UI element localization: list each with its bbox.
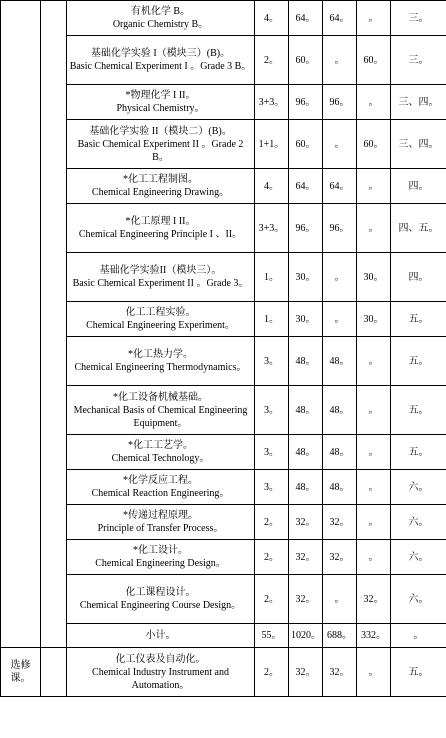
total-hours-cell: 96。	[289, 204, 323, 253]
lecture-hours-cell: 。	[323, 36, 357, 85]
course-name-en: Basic Chemical Experiment II 。Grade 2 B。	[77, 138, 244, 163]
credits-cell: 1。	[255, 302, 289, 337]
category-cell-required	[1, 1, 41, 648]
course-name-cell	[67, 470, 255, 505]
credits-cell: 3+3。	[255, 85, 289, 120]
experiment-hours-cell: 。	[357, 505, 391, 540]
table-row	[1, 470, 446, 505]
course-name-en: Chemical Engineering Drawing。	[91, 187, 230, 198]
table-row	[1, 36, 446, 85]
semester-cell: 三、四。	[391, 85, 446, 120]
course-name-cell	[67, 302, 255, 337]
table-row	[1, 435, 446, 470]
credits-cell: 3。	[255, 386, 289, 435]
table-row	[1, 575, 446, 624]
credits-cell: 3。	[255, 435, 289, 470]
experiment-hours-cell: 。	[357, 470, 391, 505]
lecture-hours-cell: 48。	[323, 470, 357, 505]
experiment-hours-cell: 32。	[357, 575, 391, 624]
credits-cell: 1+1。	[255, 120, 289, 169]
course-name-cell	[67, 540, 255, 575]
semester-cell: 六。	[391, 575, 446, 624]
lecture-hours-cell: 。	[323, 302, 357, 337]
course-name-cn: *物理化学 I II。	[125, 90, 196, 101]
semester-cell: 三。	[391, 1, 446, 36]
course-name-cell	[67, 120, 255, 169]
credits-cell: 2。	[255, 36, 289, 85]
credits-cell: 3+3。	[255, 204, 289, 253]
experiment-hours-cell: 。	[357, 337, 391, 386]
semester-cell: 六。	[391, 505, 446, 540]
course-name-en: Chemical Engineering Design。	[95, 558, 226, 569]
semester-cell: 四。	[391, 169, 446, 204]
experiment-hours-cell: 60。	[357, 120, 391, 169]
course-name-cell	[67, 169, 255, 204]
total-hours-cell: 60。	[289, 36, 323, 85]
lecture-hours-cell: 32。	[323, 505, 357, 540]
total-hours-cell: 32。	[289, 540, 323, 575]
credits-cell: 2。	[255, 540, 289, 575]
table-row	[1, 169, 446, 204]
category-cell-elective: 选修课。	[1, 648, 41, 697]
semester-cell: 六。	[391, 540, 446, 575]
total-hours-cell: 32。	[289, 505, 323, 540]
subcategory-cell	[41, 648, 67, 697]
course-name-cell	[67, 85, 255, 120]
experiment-hours-cell: 。	[357, 648, 391, 697]
subtotal-label: 小计。	[67, 624, 255, 648]
course-name-cell	[67, 204, 255, 253]
experiment-hours-cell: 。	[357, 435, 391, 470]
course-name-cell	[67, 337, 255, 386]
lecture-hours-cell: 。	[323, 120, 357, 169]
total-hours-cell: 32。	[289, 575, 323, 624]
experiment-hours-cell: 。	[357, 169, 391, 204]
course-name-cn: *化工设计。	[133, 545, 188, 556]
table-row	[1, 302, 446, 337]
course-name-cn: 化工仪表及自动化。	[115, 653, 206, 665]
course-name-cn: *化学反应工程。	[123, 475, 198, 486]
experiment-hours-cell: 。	[357, 204, 391, 253]
semester-cell: 五。	[391, 337, 446, 386]
course-name-cn: 有机化学 B。	[130, 6, 191, 17]
semester-cell: 六。	[391, 470, 446, 505]
lecture-hours-cell: 64。	[323, 1, 357, 36]
semester-cell: 五。	[391, 386, 446, 435]
course-name-en: Chemical Technology。	[111, 453, 210, 464]
lecture-hours-cell: 96。	[323, 85, 357, 120]
course-name-cell	[67, 575, 255, 624]
semester-cell: 五。	[391, 648, 446, 697]
semester-cell: 三、四。	[391, 120, 446, 169]
total-hours-cell: 64。	[289, 1, 323, 36]
course-name-cell	[67, 386, 255, 435]
credits-cell: 4。	[255, 1, 289, 36]
elective-row	[1, 648, 446, 697]
total-hours-cell: 48。	[289, 435, 323, 470]
table-row	[1, 204, 446, 253]
course-name-en: Chemical Engineering Course Design。	[79, 600, 242, 611]
total-hours-cell: 96。	[289, 85, 323, 120]
lecture-hours-cell: 64。	[323, 169, 357, 204]
course-name-cell	[67, 435, 255, 470]
table-row	[1, 540, 446, 575]
experiment-hours-cell: 30。	[357, 253, 391, 302]
subtotal-total-hours: 1020。	[289, 624, 323, 648]
experiment-hours-cell: 。	[357, 386, 391, 435]
semester-cell: 五。	[391, 435, 446, 470]
credits-cell: 2。	[255, 648, 289, 697]
table-row	[1, 85, 446, 120]
lecture-hours-cell: 96。	[323, 204, 357, 253]
subtotal-credits: 55。	[255, 624, 289, 648]
course-name-cell	[67, 36, 255, 85]
total-hours-cell: 48。	[289, 470, 323, 505]
lecture-hours-cell: 48。	[323, 435, 357, 470]
course-name-cn: 化工课程设计。	[125, 587, 196, 598]
course-name-cn: 基础化学实验 I（模块三）(B)。	[90, 48, 231, 59]
lecture-hours-cell: 。	[323, 575, 357, 624]
total-hours-cell: 48。	[289, 386, 323, 435]
course-name-cn: 基础化学实验 II（模块二）(B)。	[89, 125, 232, 137]
course-name-cell	[67, 648, 255, 697]
course-name-en: Basic Chemical Experiment II 。Grade 3。	[72, 278, 249, 289]
total-hours-cell: 30。	[289, 302, 323, 337]
course-name-cn: *化工热力学。	[128, 349, 193, 360]
course-name-cell	[67, 1, 255, 36]
course-name-en: Basic Chemical Experiment I 。Grade 3 B。	[69, 61, 252, 72]
table-row	[1, 386, 446, 435]
course-name-cn: 化工工程实验。	[125, 307, 196, 318]
semester-cell: 四。	[391, 253, 446, 302]
table-row	[1, 253, 446, 302]
semester-cell: 五。	[391, 302, 446, 337]
course-name-cn: *化工设备机械基础。	[113, 391, 208, 403]
experiment-hours-cell: 。	[357, 540, 391, 575]
table-row	[1, 1, 446, 36]
course-name-cn: *化工工程制图。	[123, 174, 198, 185]
course-name-en: Mechanical Basis of Chemical Engineering Equipment。	[73, 404, 248, 429]
semester-cell: 四、五。	[391, 204, 446, 253]
course-name-en: Chemical Engineering Experiment。	[86, 320, 235, 331]
total-hours-cell: 60。	[289, 120, 323, 169]
course-name-en: Chemical Industry Instrument and Automation。	[92, 666, 229, 691]
lecture-hours-cell: 。	[323, 253, 357, 302]
table-row	[1, 120, 446, 169]
table-row	[1, 505, 446, 540]
lecture-hours-cell: 48。	[323, 386, 357, 435]
course-name-cell	[67, 253, 255, 302]
total-hours-cell: 64。	[289, 169, 323, 204]
total-hours-cell: 48。	[289, 337, 323, 386]
course-name-en: Chemical Reaction Engineering。	[91, 488, 230, 499]
course-name-cn: *传递过程原理。	[123, 510, 198, 521]
course-name-en: Physical Chemistry。	[116, 103, 205, 114]
course-name-cn: *化工原理 I II。	[125, 216, 196, 227]
credits-cell: 4。	[255, 169, 289, 204]
course-name-cn: *化工工艺学。	[128, 440, 193, 451]
total-hours-cell: 30。	[289, 253, 323, 302]
credits-cell: 3。	[255, 470, 289, 505]
course-name-en: Chemical Engineering Thermodynamics。	[74, 362, 247, 373]
experiment-hours-cell: 60。	[357, 36, 391, 85]
experiment-hours-cell: 。	[357, 85, 391, 120]
subtotal-semester: 。	[391, 624, 446, 648]
credits-cell: 3。	[255, 337, 289, 386]
course-table-body	[1, 1, 446, 697]
total-hours-cell: 32。	[289, 648, 323, 697]
subtotal-lecture-hours: 688。	[323, 624, 357, 648]
course-name-cn: 基础化学实验II（模块三）。	[99, 265, 222, 276]
subtotal-experiment-hours: 332。	[357, 624, 391, 648]
credits-cell: 2。	[255, 575, 289, 624]
course-name-en: Chemical Engineering Principle I 、II。	[78, 229, 243, 240]
experiment-hours-cell: 30。	[357, 302, 391, 337]
table-row	[1, 337, 446, 386]
experiment-hours-cell: 。	[357, 1, 391, 36]
course-name-en: Organic Chemistry B。	[112, 19, 209, 30]
course-name-en: Principle of Transfer Process。	[97, 523, 224, 534]
lecture-hours-cell: 32。	[323, 540, 357, 575]
credits-cell: 1。	[255, 253, 289, 302]
subtotal-row	[1, 624, 446, 648]
credits-cell: 2。	[255, 505, 289, 540]
semester-cell: 三。	[391, 36, 446, 85]
lecture-hours-cell: 32。	[323, 648, 357, 697]
lecture-hours-cell: 48。	[323, 337, 357, 386]
subcategory-cell	[41, 1, 67, 648]
course-name-cell	[67, 505, 255, 540]
